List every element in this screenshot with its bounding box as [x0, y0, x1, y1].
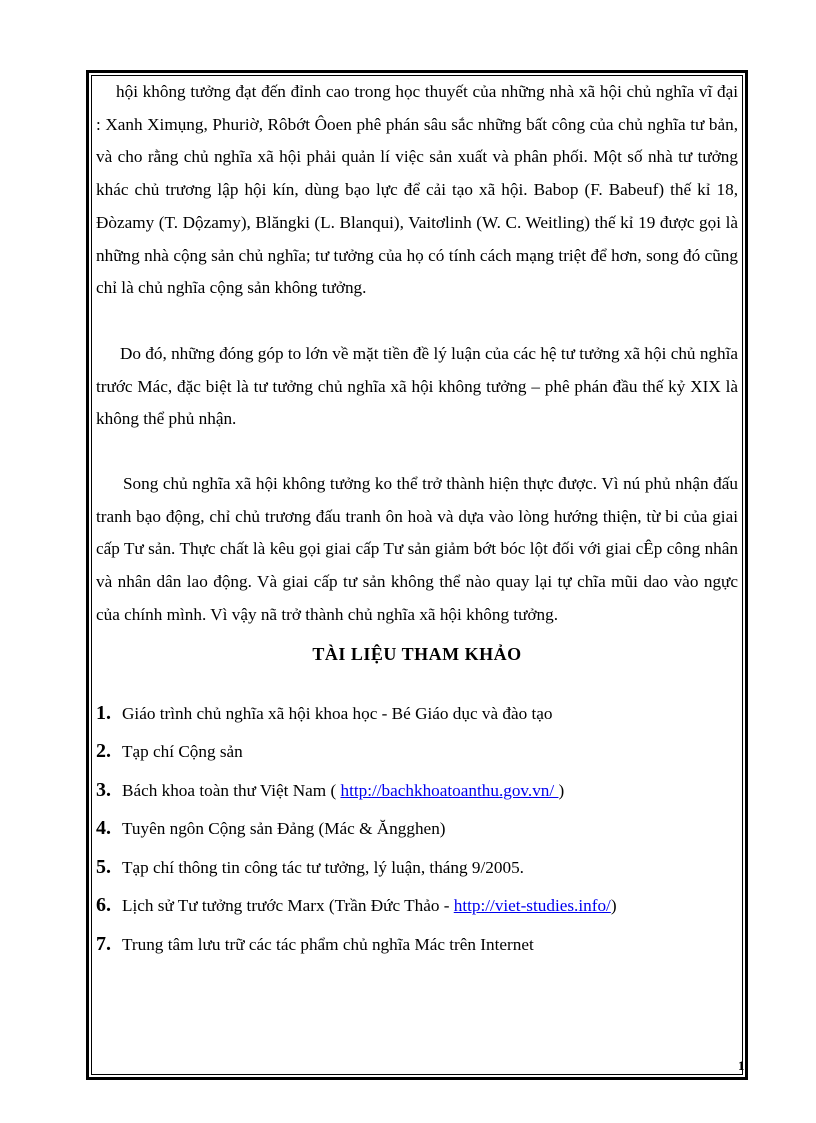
- paragraph-1: hội không tưởng đạt đến đỉnh cao trong học thuyết của những nhà xã hội chủ nghĩa vĩ đại : Xanh Ximụng, Phuriờ, Rôbớt Ôoen phê phán sâu sắc những bất công của chủ nghĩa tư bản, và cho rằng chủ nghĩa xã hội phải quản lí việc sản xuất và phân phối. Một số nhà tư tưởng khác chủ trương lập hội kín, dùng bạo lực để cải tạo xã hội. Babop (F. Babeuf) thế kỉ 18, Đòzamy (T. Dộzamy), Blăngki (L. Blanqui), Vaitơlinh (W. C. Weitling) thế kỉ 19 được gọi là những nhà cộng sản chủ nghĩa; tư tưởng của họ có tính cách mạng triệt để hơn, song đó cũng chỉ là chủ nghĩa cộng sản không tưởng.: [96, 82, 738, 298]
- reference-text: Tạp chí thông tin công tác tư tưởng, lý luận, tháng 9/2005.: [122, 857, 524, 877]
- reference-number: 1.: [96, 701, 111, 724]
- paragraph-3: Song chủ nghĩa xã hội không tưởng ko thể trở thành hiện thực được. Vì nú phủ nhận đấu tranh bạo động, chỉ chủ trương đấu tranh ôn hoà và dựa vào lòng hướng thiện, từ bi của giai cấp Tư sản. Thực chất là kêu gọi giai cấp Tư sản giảm bớt bóc lột đối với giai cÊp công nhân và nhân dân lao động. Và giai cấp tư sản không thể nào quay lại tự chĩa mũi dao vào ngực của chính mình. Vì vậy nã trở thành chủ nghĩa xã hội không tưởng.: [96, 474, 738, 624]
- reference-number: 3.: [96, 778, 111, 801]
- reference-suffix: ): [558, 780, 565, 800]
- reference-item: [96, 771, 738, 810]
- document-body: [96, 76, 738, 963]
- paragraph-2: Do đó, những đóng góp to lớn về mặt tiền đề lý luận của các hệ tư tưởng xã hội chủ nghĩa trước Mác, đặc biệt là tư tưởng chủ nghĩa xã hội không tưởng – phê phán đầu thế kỷ XIX là không thể phủ nhận.: [96, 343, 738, 429]
- reference-link-viet-studies[interactable]: http://viet-studies.info/: [453, 896, 611, 916]
- reference-text: Tạp chí Cộng sản: [122, 742, 243, 762]
- reference-item: [96, 848, 738, 887]
- reference-item: [96, 732, 738, 771]
- reference-text: Tuyên ngôn Cộng sản Đảng (Mác & Ăngghen): [122, 819, 446, 839]
- reference-text-wrapper: [122, 772, 564, 811]
- reference-item: [96, 886, 738, 925]
- reference-number: 4.: [96, 817, 111, 840]
- reference-number: 5.: [96, 855, 111, 878]
- reference-item: [96, 925, 738, 964]
- reference-item: [96, 809, 738, 848]
- reference-suffix: ): [610, 896, 617, 916]
- references-list: [96, 694, 738, 964]
- reference-text: Trung tâm lưu trữ các tác phẩm chủ nghĩa Mác trên Internet: [122, 934, 534, 954]
- reference-text: Giáo trình chủ nghĩa xã hội khoa học - Bé Giáo dục và đào tạo: [122, 703, 553, 723]
- reference-text: Bách khoa toàn thư Việt Nam (: [122, 780, 341, 800]
- reference-text-wrapper: [122, 887, 617, 926]
- reference-link-bachkhoatoanthu[interactable]: http://bachkhoatoanthu.gov.vn/: [340, 780, 559, 800]
- page-number: 1: [738, 1058, 745, 1073]
- reference-number: 2.: [96, 740, 111, 763]
- reference-number: 7.: [96, 932, 111, 955]
- reference-text: Lịch sử Tư tưởng trước Marx (Trần Đức Thảo -: [122, 896, 454, 916]
- references-heading: TÀI LIỆU THAM KHẢO: [312, 643, 522, 664]
- reference-item: [96, 694, 738, 733]
- reference-number: 6.: [96, 894, 111, 917]
